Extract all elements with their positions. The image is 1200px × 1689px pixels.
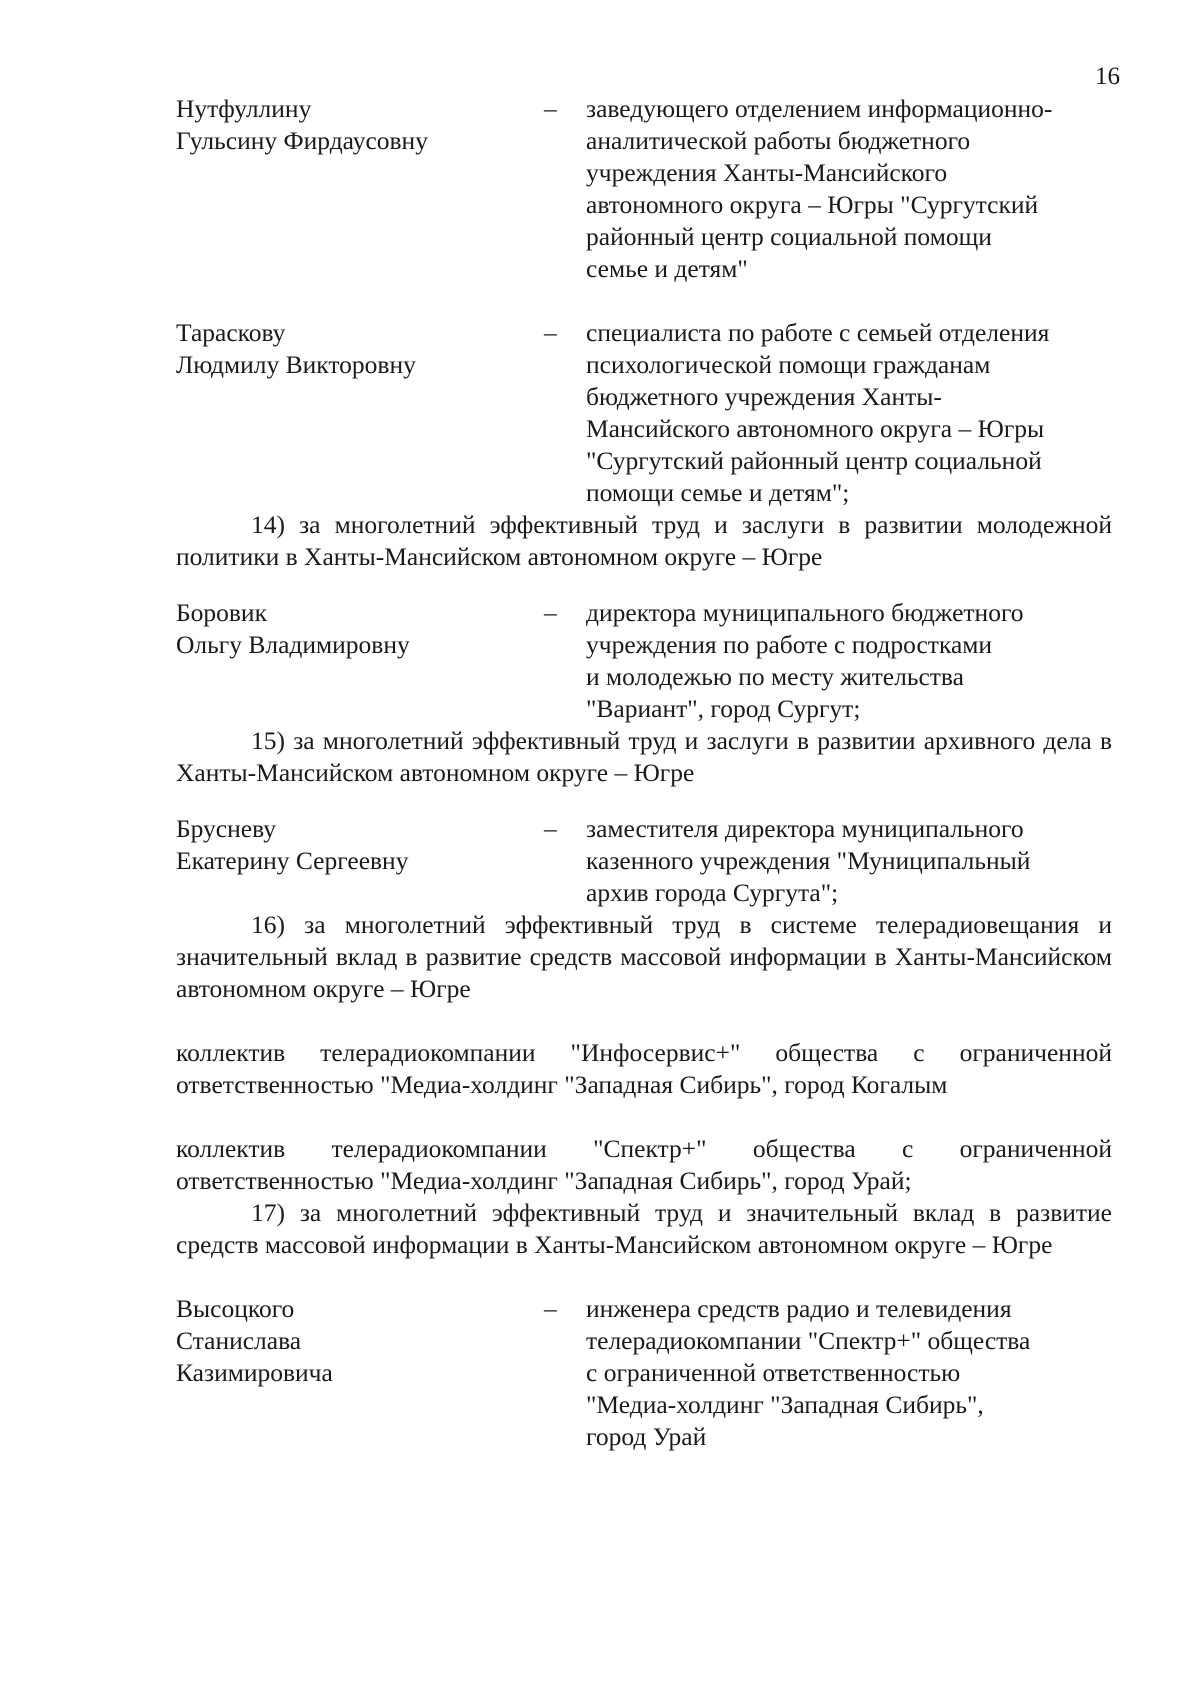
award-entry <box>176 813 1112 909</box>
awardee-name: Тараскову Людмилу Викторовну <box>176 318 416 379</box>
awardee-name: Нутфуллину Гульсину Фирдаусовну <box>176 94 428 155</box>
collective-awardee: коллектив телерадиокомпании "Инфосервис+" общества с ограниченной ответственностью "Медиа-холдинг "Западная Сибирь", город Когалым <box>176 1038 1112 1099</box>
spacer <box>176 573 1112 597</box>
entry-dash: – <box>544 598 557 627</box>
awardee-position: директора муниципального бюджетного учреждения по работе с подростками и молодежью по месту жительства "Вариант", город Сургут; <box>586 598 1024 723</box>
spacer <box>176 1005 1112 1037</box>
entry-dash: – <box>544 814 557 843</box>
award-entry <box>176 317 1112 509</box>
awardee-position: заместителя директора муниципального казенного учреждения "Муниципальный архив города Сургута"; <box>586 814 1031 907</box>
entry-dash: – <box>544 94 557 123</box>
spacer <box>176 1101 1112 1133</box>
collective-awardee: коллектив телерадиокомпании "Спектр+" общества с ограниченной ответственностью "Медиа-холдинг "Западная Сибирь", город Урай; <box>176 1134 1112 1195</box>
award-entry <box>176 1293 1112 1453</box>
awardee-position: заведующего отделением информационно- аналитической работы бюджетного учреждения Ханты-Мансийского автономного округа – Югры "Сургутский районный центр социальной помощи семье и детям" <box>586 94 1053 283</box>
awardee-name: Брусневу Екатерину Сергеевну <box>176 814 409 875</box>
document-body <box>176 93 1112 1453</box>
entry-dash: – <box>544 1294 557 1323</box>
awardee-position: инженера средств радио и телевидения телерадиокомпании "Спектр+" общества с ограниченной ответственностью "Медиа-холдинг "Западная Сибирь", город Урай <box>586 1294 1031 1451</box>
page-number: 16 <box>1095 63 1120 90</box>
spacer <box>176 285 1112 317</box>
spacer <box>176 789 1112 813</box>
awardee-name: Высоцкого Станислава Казимировича <box>176 1294 333 1387</box>
section-heading-16: 16) за многолетний эффективный труд в системе телерадиовещания и значительный вклад в развитие средств массовой информации в Ханты-Мансийском автономном округе – Югре <box>176 910 1112 1003</box>
section-heading-14: 14) за многолетний эффективный труд и заслуги в развитии молодежной политики в Ханты-Мансийском автономном округе – Югре <box>176 510 1112 571</box>
award-entry <box>176 597 1112 725</box>
award-entry <box>176 93 1112 285</box>
awardee-name: Боровик Ольгу Владимировну <box>176 598 410 659</box>
section-heading-15: 15) за многолетний эффективный труд и заслуги в развитии архивного дела в Ханты-Мансийском автономном округе – Югре <box>176 726 1112 787</box>
entry-dash: – <box>544 318 557 347</box>
section-heading-17: 17) за многолетний эффективный труд и значительный вклад в развитие средств массовой информации в Ханты-Мансийском автономном округе – Югре <box>176 1198 1112 1259</box>
awardee-position: специалиста по работе с семьей отделения психологической помощи гражданам бюджетного учреждения Ханты- Мансийского автономного округа – Югры "Сургутский районный центр социальной помощи семье и детям"; <box>586 318 1050 507</box>
spacer <box>176 1261 1112 1293</box>
